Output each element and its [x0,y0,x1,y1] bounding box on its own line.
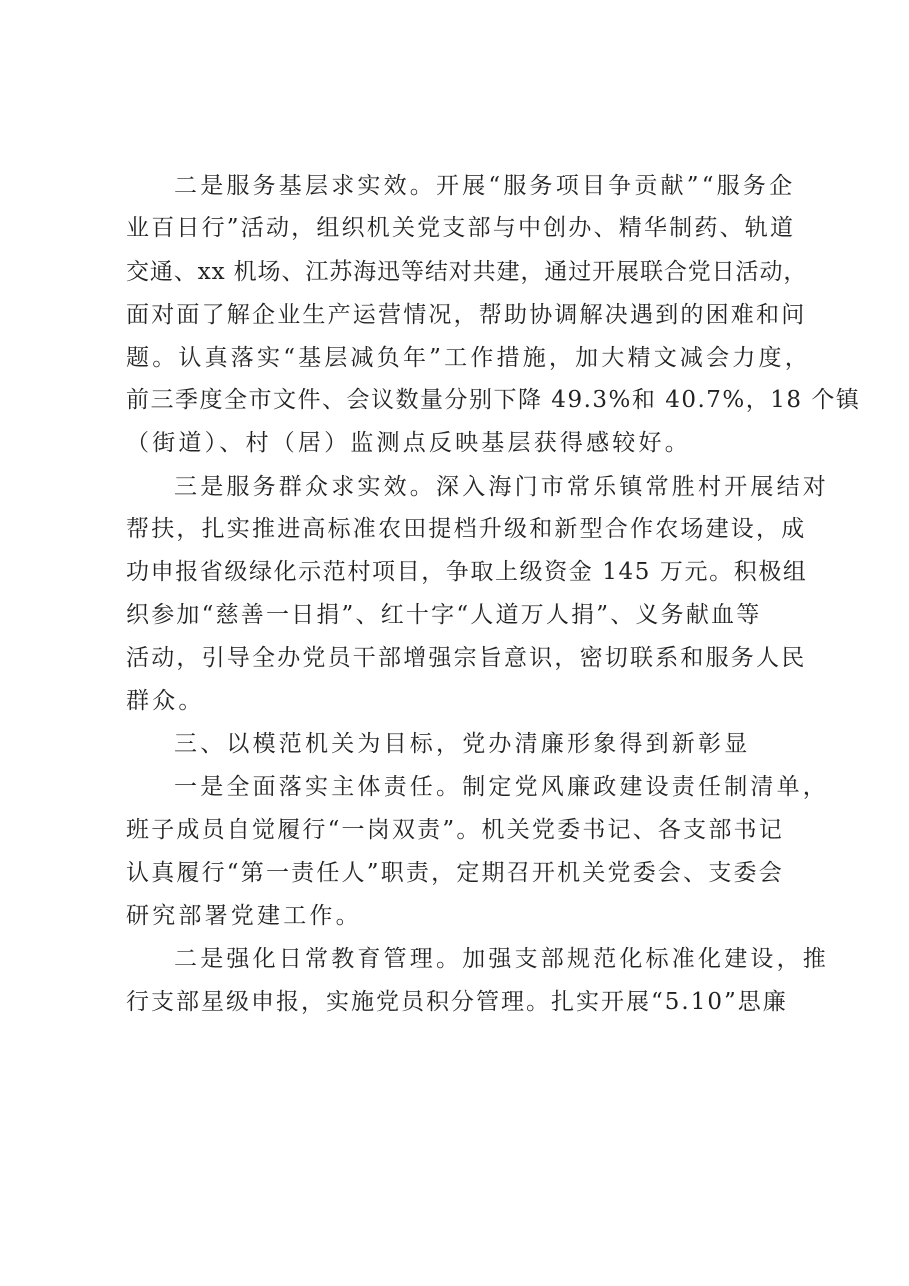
paragraph-1-line-3: 交通、xx 机场、江苏海迅等结对共建，通过开展联合党日活动， [126,259,808,285]
paragraph-4-line-4: 研究部署党建工作。 [126,903,362,929]
paragraph-2-line-6: 群众。 [126,688,205,714]
paragraph-1-line-5: 题。认真落实“基层减负年”工作措施，加大精文减会力度， [126,345,811,371]
paragraph-1-line-6: 前三季度全市文件、会议数量分别下降 49.3%和 40.7%，18 个镇 [126,387,861,413]
paragraph-2-line-4: 织参加“慈善一日捐”、红十字“人道万人捐”、义务献血等 [126,602,762,628]
paragraph-1-line-1: 二是服务基层求实效。开展“服务项目争贡献”“服务企 [174,173,796,199]
paragraph-2-line-5: 活动，引导全办党员干部增强宗旨意识，密切联系和服务人民 [126,645,807,671]
section-heading: 三、以模范机关为目标，党办清廉形象得到新彰显 [174,731,751,757]
paragraph-1-line-4: 面对面了解企业生产运营情况，帮助协调解决遇到的困难和问 [126,302,807,328]
paragraph-1-line-7: （街道）、村（居）监测点反映基层获得感较好。 [126,430,691,456]
paragraph-4-line-2: 班子成员自觉履行“一岗双责”。机关党委书记、各支部书记 [126,817,784,843]
paragraph-2-line-3: 功申报省级绿化示范村项目，争取上级资金 145 万元。积极组 [126,559,808,585]
paragraph-2-line-2: 帮扶，扎实推进高标准农田提档升级和新型合作农场建设，成 [126,516,807,542]
paragraph-4-line-3: 认真履行“第一责任人”职责，定期召开机关党委会、支委会 [126,860,784,886]
paragraph-5-line-1: 二是强化日常教育管理。加强支部规范化标准化建设，推 [174,946,829,972]
paragraph-4-line-1: 一是全面落实主体责任。制定党风廉政建设责任制清单， [174,774,829,800]
paragraph-5-line-2: 行支部星级申报，实施党员积分管理。扎实开展“5.10”思廉 [126,989,788,1015]
paragraph-1-line-2: 业百日行”活动，组织机关党支部与中创办、精华制药、轨道 [126,215,796,241]
paragraph-2-line-1: 三是服务群众求实效。深入海门市常乐镇常胜村开展结对 [174,474,829,500]
